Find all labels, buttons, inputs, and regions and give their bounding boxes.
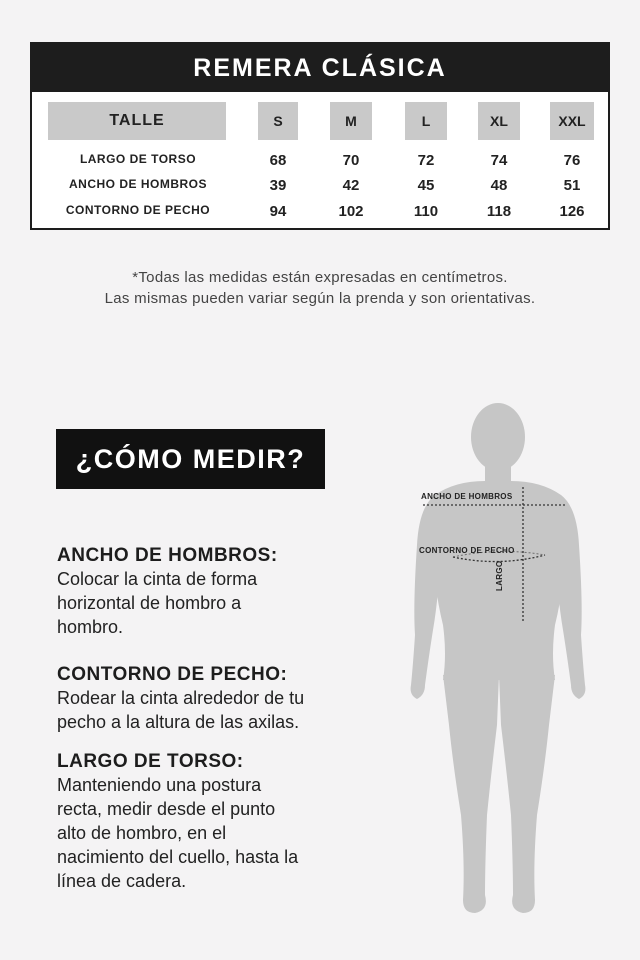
section-contorno-pecho	[57, 664, 377, 734]
section-largo-torso	[57, 751, 377, 893]
section-line: línea de cadera.	[57, 871, 187, 891]
talle-header: TALLE	[48, 102, 226, 140]
note-line-2: Las mismas pueden variar según la prenda y son orientativas.	[104, 290, 536, 307]
section-line: alto de hombro, en el	[57, 823, 227, 843]
size-header-m: M	[330, 102, 372, 140]
size-table	[30, 42, 610, 230]
section-line: Colocar la cinta de forma	[57, 569, 258, 589]
section-line: hombro.	[57, 617, 124, 637]
section-line: horizontal de hombro a	[57, 593, 242, 613]
size-header-xxl: XXL	[550, 102, 594, 140]
size-header-s: S	[258, 102, 298, 140]
row-label-contorno: CONTORNO DE PECHO	[65, 203, 211, 217]
section-line: recta, medir desde el punto	[57, 799, 276, 819]
table-cell: 39	[269, 177, 287, 194]
section-line: pecho a la altura de las axilas.	[57, 712, 300, 732]
how-to-title: ¿CÓMO MEDIR?	[56, 429, 325, 489]
section-ancho-hombros	[57, 545, 357, 639]
table-cell: 68	[269, 152, 287, 169]
table-cell: 51	[563, 177, 581, 194]
section-line: Manteniendo una postura	[57, 775, 262, 795]
table-cell: 94	[269, 203, 287, 220]
shoulder-label: ANCHO DE HOMBROS	[421, 492, 513, 501]
row-label-largo: LARGO DE TORSO	[79, 152, 197, 166]
row-label-ancho: ANCHO DE HOMBROS	[68, 177, 207, 191]
size-header-l: L	[405, 102, 447, 140]
measurement-note	[0, 267, 640, 309]
size-header-xl: XL	[478, 102, 520, 140]
section-line: Rodear la cinta alrededor de tu	[57, 688, 305, 708]
table-cell: 76	[563, 152, 581, 169]
table-cell: 74	[490, 152, 508, 169]
table-cell: 48	[490, 177, 508, 194]
table-title: REMERA CLÁSICA	[32, 44, 608, 92]
table-cell: 45	[417, 177, 435, 194]
table-cell: 102	[338, 203, 364, 220]
table-cell: 70	[342, 152, 360, 169]
chest-label: CONTORNO DE PECHO	[419, 546, 515, 555]
table-cell: 110	[413, 203, 439, 220]
table-cell: 72	[417, 152, 435, 169]
table-cell: 118	[486, 203, 512, 220]
table-cell: 126	[559, 203, 585, 220]
table-cell: 42	[342, 177, 360, 194]
section-heading: CONTORNO DE PECHO:	[57, 664, 288, 685]
note-line-1: *Todas las medidas están expresadas en centímetros.	[132, 269, 508, 286]
body-figure	[395, 395, 605, 925]
body-silhouette	[395, 395, 605, 925]
length-label: LARGO	[495, 560, 504, 591]
section-heading: LARGO DE TORSO:	[57, 751, 244, 772]
section-line: nacimiento del cuello, hasta la	[57, 847, 299, 867]
section-heading: ANCHO DE HOMBROS:	[57, 545, 278, 566]
silhouette-shape	[411, 403, 586, 913]
